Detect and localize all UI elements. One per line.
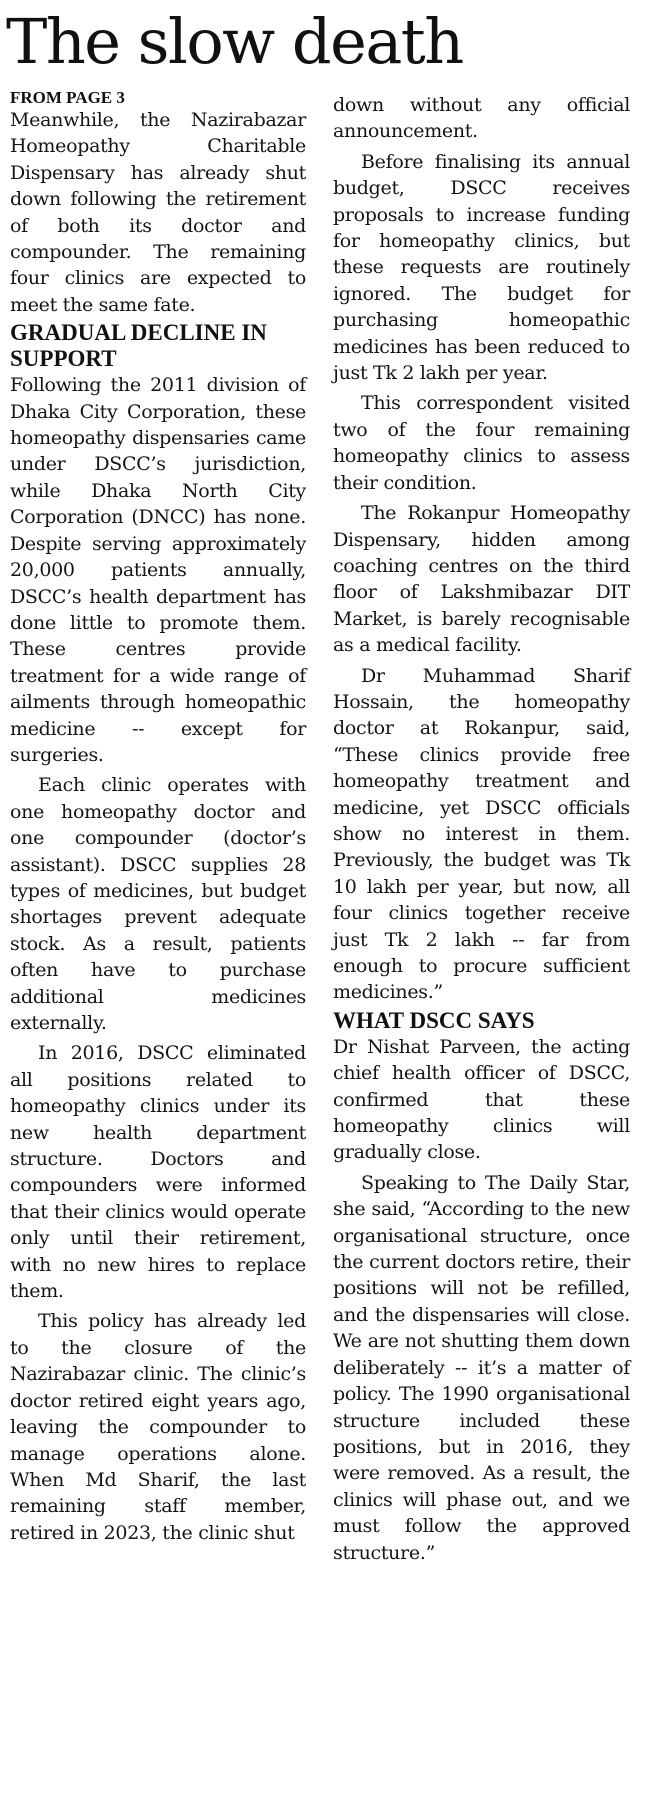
body-paragraph: Each clinic operates with one homeopathy doctor and one compounder (doctor’s assistant). DSCC supplies 28 types of medicines, but budget shortages prevent adequate stock. As a result, patients often have to purchase additional medicines externally. — [10, 774, 306, 1034]
headline: The slow death — [6, 5, 463, 78]
section-subhead: GRADUAL DECLINE IN SUPPORT — [10, 320, 267, 372]
body-paragraph: Dr Muhammad Sharif Hossain, the homeopathy doctor at Rokanpur, said, “These clinics provide free homeopathy treatment and medicine, yet DSCC officials show no interest in them. Previously, the budget was Tk 10 lakh per year, but now, all four clinics together receive just Tk 2 lakh -- far from enough to procure sufficient medicines.” — [333, 664, 630, 1004]
body-paragraph: Meanwhile, the Nazirabazar Homeopathy Charitable Dispensary has already shut down following the retirement of both its doctor and compounder. The remaining four clinics are expected to meet the same fate. — [10, 109, 306, 316]
body-paragraph: Speaking to The Daily Star, she said, “According to the new organisational structure, once the current doctors retire, their positions will not be refilled, and the dispensaries will close. We are not shutting them down deliberately -- it’s a matter of policy. The 1990 organisational structure included these positions, but in 2016, they were removed. As a result, the clinics will phase out, and we must follow the approved structure.” — [333, 1171, 630, 1564]
body-paragraph: down without any official announcement. — [333, 94, 630, 143]
body-paragraph: Dr Nishat Parveen, the acting chief health officer of DSCC, confirmed that these homeopathy clinics will gradually close. — [333, 1035, 630, 1164]
body-paragraph: This correspondent visited two of the four remaining homeopathy clinics to assess their condition. — [333, 392, 630, 494]
body-paragraph: Following the 2011 division of Dhaka City Corporation, these homeopathy dispensaries came under DSCC’s jurisdiction, while Dhaka North City Corporation (DNCC) has none. Despite serving approximately 20,000 patients annually, DSCC’s health department has done little to promote them. These centres provide treatment for a wide range of ailments through homeopathic medicine -- except for surgeries. — [10, 374, 306, 766]
body-paragraph: In 2016, DSCC eliminated all positions related to homeopathy clinics under its new health department structure. Doctors and compounders were informed that their clinics would operate only until their retirement, with no new hires to replace them. — [10, 1042, 306, 1303]
section-subhead: WHAT DSCC SAYS — [333, 1007, 535, 1033]
continuation-kicker: FROM PAGE 3 — [10, 88, 125, 107]
body-paragraph: This policy has already led to the closure of the Nazirabazar clinic. The clinic’s doctor retired eight years ago, leaving the compounder to manage operations alone. When Md Sharif, the last remaining staff member, retired in 2023, the clinic shut — [10, 1310, 306, 1544]
body-paragraph: Before finalising its annual budget, DSCC receives proposals to increase funding for homeopathy clinics, but these requests are routinely ignored. The budget for purchasing homeopathic medicines has been reduced to just Tk 2 lakh per year. — [333, 150, 630, 385]
article-column-right — [333, 92, 630, 1566]
article-column-left — [10, 88, 306, 1546]
body-paragraph: The Rokanpur Homeopathy Dispensary, hidden among coaching centres on the third floor of Lakshmibazar DIT Market, is barely recognisable as a medical facility. — [333, 502, 630, 657]
